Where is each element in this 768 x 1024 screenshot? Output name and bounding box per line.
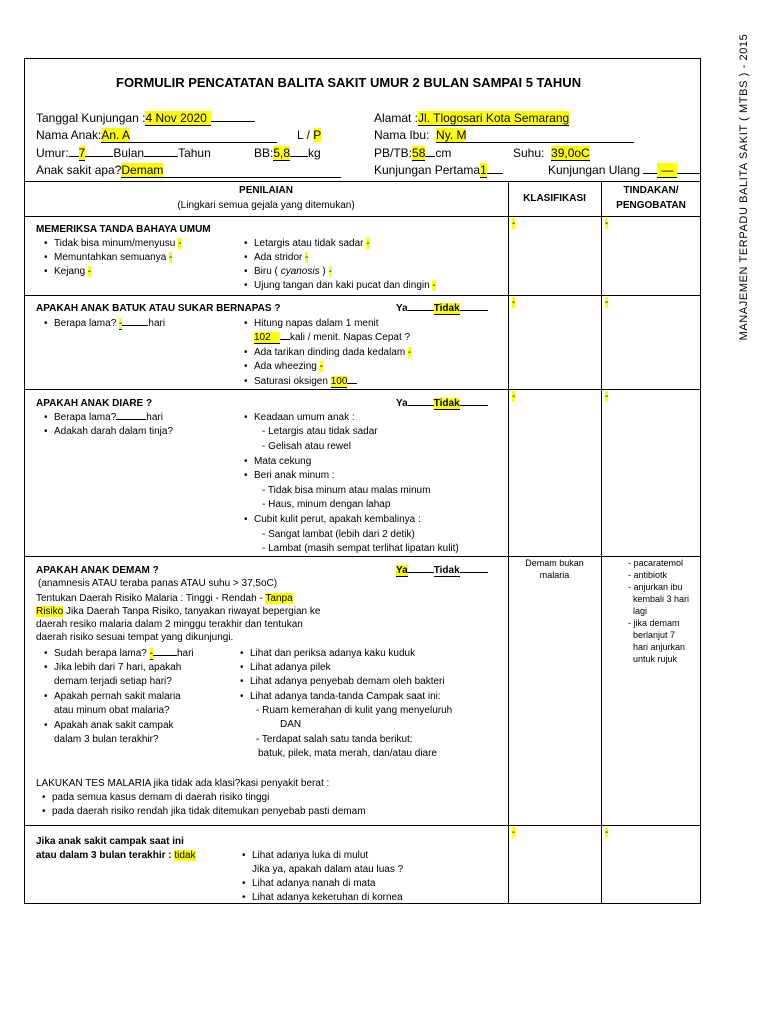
s4-line4: daerah risiko sesuai tempat yang dikunjungi.	[36, 632, 234, 643]
s4-lakukan: LAKUKAN TES MALARIA jika tidak ada klasi?kasi penyakit berat :	[36, 778, 330, 789]
s4-penyebab: • Lihat adanya penyebab demam oleh bakteri	[250, 676, 445, 687]
s4-pada2: • pada daerah risiko rendah jika tidak ditemukan penyebab pasti demam	[52, 806, 366, 817]
umur-field: Umur: 7 Bulan Tahun	[36, 146, 211, 160]
s2-saturasi: • Saturasi oksigen 100	[254, 376, 357, 388]
s5-luka: • Lihat adanya luka di mulut	[252, 850, 368, 861]
kunjungan-ulang-field: Kunjungan Ulang —	[548, 163, 701, 178]
side-margin-text: MANAJEMEN TERPADU BALITA SAKIT ( MTBS ) - 2015	[738, 33, 750, 341]
s1-klasifikasi-mark[interactable]: -	[512, 218, 516, 229]
row-line-4	[24, 825, 701, 826]
s4-sudah: • Sudah berapa lama? - hari	[54, 648, 194, 660]
s4-tentukan: Tentukan Daerah Risiko Malaria : Tinggi - Rendah - Tanpa	[36, 593, 293, 604]
s1-item-2: • Memuntahkan semuanya -	[54, 252, 172, 263]
alamat-field: Alamat :Jl. Tlogosari Kota Semarang	[374, 111, 570, 125]
s4-kaku: • Lihat dan periksa adanya kaku kuduk	[250, 648, 415, 659]
nama-ibu-value[interactable]: Ny. M	[436, 128, 467, 142]
s5-title-b: atau dalam 3 bulan terakhir : tidak	[36, 850, 196, 861]
s4-line3: daerah resiko malaria dalam 2 minggu terakhir dan tentukan	[36, 619, 303, 630]
s4-tindakan-7: berlanjut 7	[628, 630, 676, 640]
s4-jika7b: demam terjadi setiap hari?	[54, 676, 172, 687]
s3-berapa-lama: • Berapa lama? hari	[54, 412, 163, 423]
umur-value[interactable]: 7	[78, 146, 86, 160]
s3-letargis: - Letargis atau tidak sadar	[262, 426, 378, 437]
suhu-field: Suhu: 39,0oC	[513, 146, 590, 160]
s2-tarikan: • Ada tarikan dinding dada kedalam -	[254, 347, 411, 358]
s4-jika7a: • Jika lebih dari 7 hari, apakah	[54, 662, 181, 673]
s2-napas: 102 kali / menit. Napas Cepat ?	[254, 332, 411, 343]
s2-berapa-lama: • Berapa lama? - hari	[54, 318, 165, 330]
kunjungan-pertama-field: Kunjungan Pertama1	[374, 163, 503, 178]
s3-title: APAKAH ANAK DIARE ?	[36, 398, 153, 409]
s3-mata: • Mata cekung	[254, 456, 311, 467]
s3-cubit: • Cubit kulit perut, apakah kembalinya :	[254, 514, 421, 525]
form-title: FORMULIR PENCATATAN BALITA SAKIT UMUR 2 BULAN SAMPAI 5 TAHUN	[116, 75, 582, 90]
s4-title: APAKAH ANAK DEMAM ?	[36, 565, 159, 576]
s3-klasifikasi-mark[interactable]: -	[512, 391, 516, 402]
s4-ya-tidak[interactable]: Ya Tidak	[396, 565, 488, 577]
s3-haus: - Haus, minum dengan lahap	[262, 499, 391, 510]
pbtb-field: PB/TB:58 cm	[374, 146, 452, 160]
nama-ibu-field: Nama Ibu: Ny. M	[374, 128, 634, 143]
header-tindakan-2: PENGOBATAN	[616, 200, 686, 211]
s1-title: MEMERIKSA TANDA BAHAYA UMUM	[36, 224, 211, 235]
bb-value[interactable]: 5,8	[273, 146, 291, 160]
s4-terdapat: - Terdapat salah satu tanda berikut:	[256, 734, 413, 745]
s3-tidak-bisa: - Tidak bisa minum atau malas minum	[262, 485, 431, 496]
alamat-value[interactable]: Jl. Tlogosari Kota Semarang	[418, 111, 570, 125]
bb-field: BB:5,8 kg	[254, 146, 321, 160]
header-penilaian-sub: (Lingkari semua gejala yang ditemukan)	[177, 200, 355, 211]
s3-keadaan: • Keadaan umum anak :	[254, 412, 355, 423]
s5-tindakan-mark[interactable]: -	[605, 827, 609, 838]
s1-item-1: • Tidak bisa minum/menyusu -	[54, 238, 181, 249]
s4-tindakan-3: - anjurkan ibu	[628, 582, 683, 592]
s1-item-6: • Biru ( cyanosis ) -	[254, 266, 332, 277]
header-klasifikasi: KLASIFIKASI	[523, 193, 586, 204]
table-top-line	[24, 181, 701, 182]
s4-tindakan-4: kembali 3 hari	[628, 594, 690, 604]
table-header-line	[24, 216, 701, 217]
s3-beri: • Beri anak minum :	[254, 470, 335, 481]
s4-tanda-campak: • Lihat adanya tanda-tanda Campak saat ini:	[250, 691, 441, 702]
suhu-value[interactable]: 39,0oC	[551, 146, 590, 160]
s4-anamnesis: (anamnesis ATAU teraba panas ATAU suhu > 37,5oC)	[38, 578, 278, 589]
s1-item-3: • Kejang -	[54, 266, 91, 277]
row-line-1	[24, 295, 701, 296]
s2-wheezing: • Ada wheezing -	[254, 361, 323, 372]
anak-sakit-value[interactable]: Demam	[121, 163, 164, 177]
s4-pernah-a: • Apakah pernah sakit malaria	[54, 691, 181, 702]
s4-campak-a: • Apakah anak sakit campak	[54, 720, 174, 731]
s3-tindakan-mark[interactable]: -	[605, 391, 609, 402]
s4-pernah-b: atau minum obat malaria?	[54, 705, 170, 716]
tanggal-value[interactable]: 4 Nov 2020	[145, 111, 211, 126]
s4-tindakan-8: hari anjurkan	[628, 642, 686, 652]
s1-tindakan-mark[interactable]: -	[605, 218, 609, 229]
header-penilaian: PENILAIAN	[239, 185, 293, 196]
kunjungan-ulang-value[interactable]: —	[657, 163, 677, 178]
s4-dan: DAN	[280, 719, 302, 730]
s1-item-5: • Ada stridor -	[254, 252, 308, 263]
s3-sangat: - Sangat lambat (lebih dari 2 detik)	[262, 529, 415, 540]
s4-klasifikasi-2: malaria	[539, 570, 570, 580]
s4-batuk: batuk, pilek, mata merah, dan/atau diare	[258, 748, 437, 759]
pbtb-value[interactable]: 58	[412, 146, 426, 160]
s2-klasifikasi-mark[interactable]: -	[512, 297, 516, 308]
s5-jika-ya: Jika ya, apakah dalam atau luas ?	[252, 864, 404, 875]
s4-tindakan-6: - jika demam	[628, 618, 680, 628]
s3-ya-tidak[interactable]: Ya Tidak	[396, 398, 488, 410]
jenis-kelamin-value[interactable]: P	[313, 128, 322, 142]
s4-tindakan-1: - pacaratemol	[628, 558, 684, 568]
s3-lambat: - Lambat (masih sempat terlihat lipatan kulit)	[262, 543, 459, 554]
s4-pilek: • Lihat adanya pilek	[250, 662, 331, 673]
s3-gelisah: - Gelisah atau rewel	[262, 441, 351, 452]
tanggal-field: Tanggal Kunjungan :4 Nov 2020	[36, 111, 255, 126]
s4-pada1: • pada semua kasus demam di daerah risiko tinggi	[52, 792, 269, 803]
s1-item-4: • Letargis atau tidak sadar -	[254, 238, 370, 249]
s5-klasifikasi-mark[interactable]: -	[512, 827, 516, 838]
s2-tindakan-mark[interactable]: -	[605, 297, 609, 308]
anak-sakit-field: Anak sakit apa?Demam	[36, 163, 341, 178]
col-line-2	[601, 181, 602, 904]
row-line-3	[24, 556, 701, 557]
s5-kekeruhan: • Lihat adanya kekeruhan di kornea	[252, 892, 403, 903]
s4-tindakan-2: - antibiotk	[628, 570, 668, 580]
row-line-2	[24, 389, 701, 390]
s4-tindakan-9: untuk rujuk	[628, 654, 678, 664]
s5-title-a: Jika anak sakit campak saat ini	[36, 836, 184, 847]
s2-hitung: • Hitung napas dalam 1 menit	[254, 318, 379, 329]
s1-item-7: • Ujung tangan dan kaki pucat dan dingin -	[254, 280, 436, 291]
s4-ruam: - Ruam kemerahan di kulit yang menyeluruh	[256, 705, 453, 716]
s4-tindakan-5: lagi	[628, 606, 648, 616]
nama-anak-field: Nama Anak:An. A	[36, 128, 277, 143]
s4-line2: Risiko Jika Daerah Tanpa Risiko, tanyakan riwayat bepergian ke	[36, 606, 321, 617]
jenis-kelamin-field: L / P	[297, 128, 322, 142]
s2-title: APAKAH ANAK BATUK ATAU SUKAR BERNAPAS ?	[36, 303, 281, 314]
col-line-1	[508, 181, 509, 904]
s4-klasifikasi-1: Demam bukan	[525, 558, 584, 568]
nama-anak-value[interactable]: An. A	[101, 128, 131, 142]
s4-campak-b: dalam 3 bulan terakhir?	[54, 734, 159, 745]
header-tindakan-1: TINDAKAN/	[623, 185, 679, 196]
s3-darah: • Adakah darah dalam tinja?	[54, 426, 173, 437]
s2-ya-tidak[interactable]: Ya Tidak	[396, 303, 488, 315]
s5-nanah: • Lihat adanya nanah di mata	[252, 878, 375, 889]
kunjungan-pertama-value[interactable]: 1	[480, 163, 487, 177]
